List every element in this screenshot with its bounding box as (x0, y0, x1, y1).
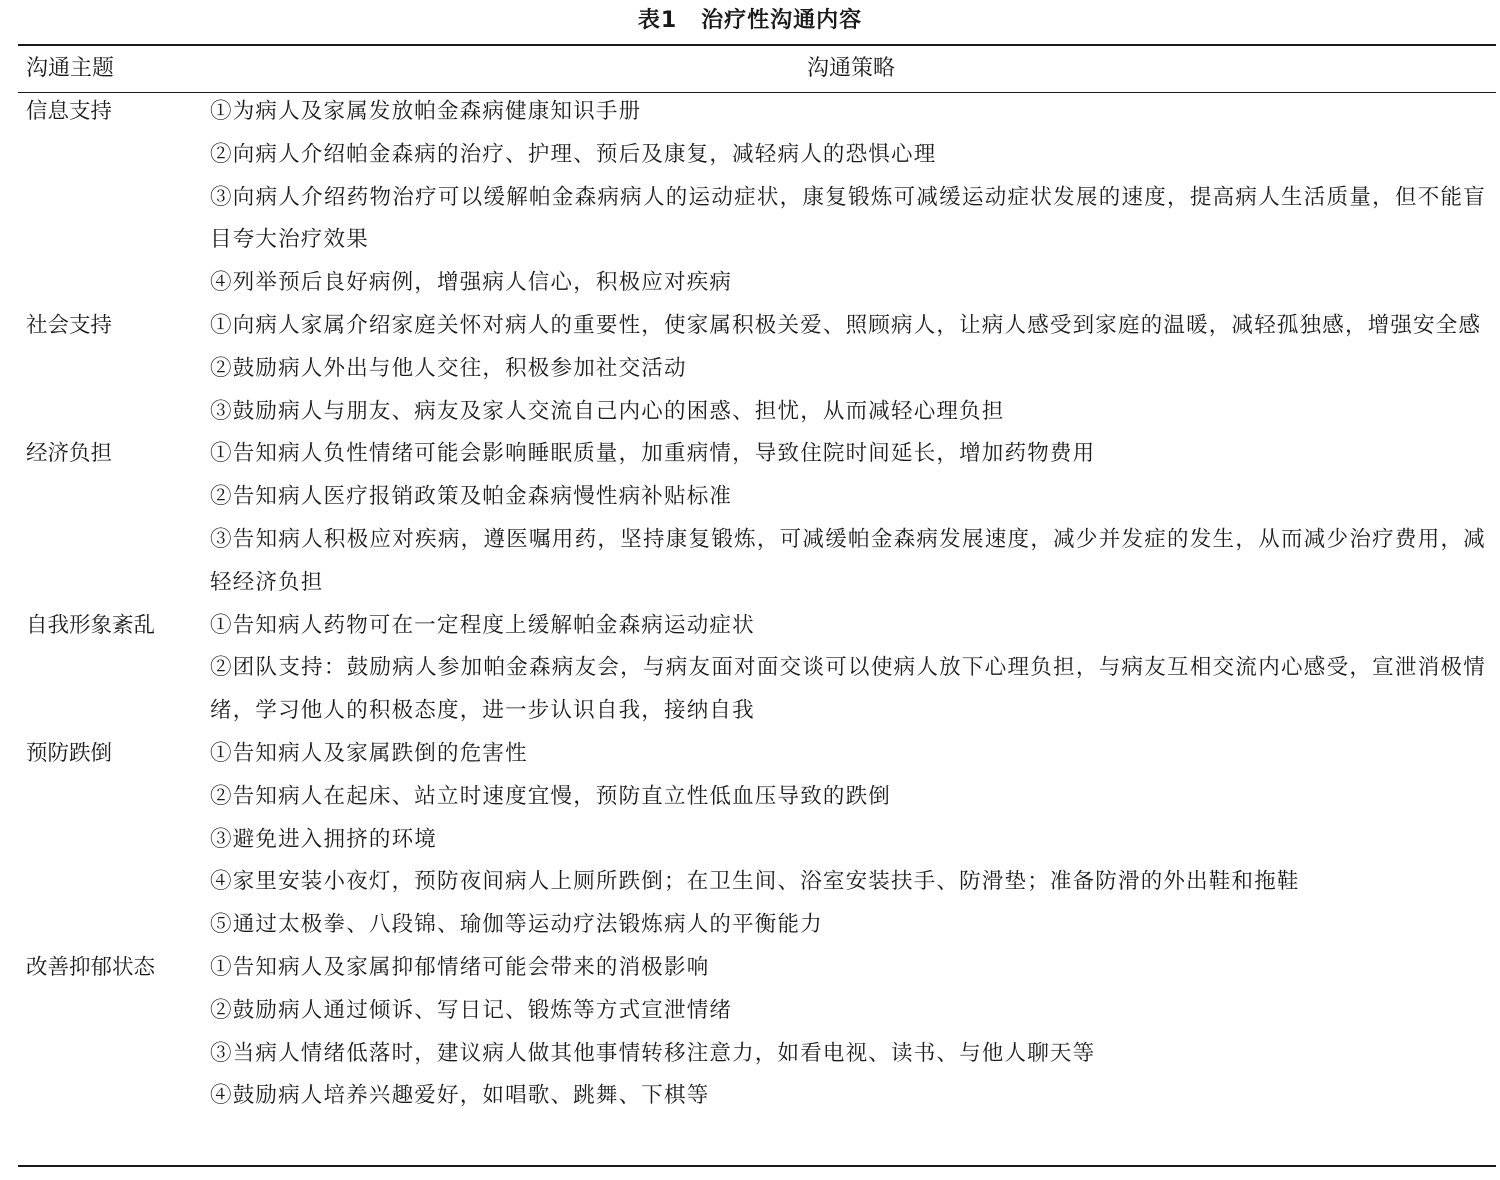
strategy-item: ③告知病人积极应对疾病，遵医嘱用药，坚持康复锻炼，可减缓帕金森病发展速度，减少并发症的发生，从而减少治疗费用，减轻经济负担 (210, 526, 1486, 595)
bottom-rule (18, 1165, 1496, 1167)
strategy-item: ①告知病人负性情绪可能会影响睡眠质量，加重病情，导致住院时间延长，增加药物费用 (210, 441, 1096, 467)
table-row (0, 605, 1500, 733)
top-rule (18, 44, 1496, 46)
strategy-item: ③避免进入拥挤的环境 (210, 826, 438, 852)
strategy-item: ③当病人情绪低落时，建议病人做其他事情转移注意力，如看电视、读书、与他人聊天等 (210, 1040, 1096, 1066)
row-theme: 自我形象紊乱 (26, 612, 156, 638)
strategy-item: ①为病人及家属发放帕金森病健康知识手册 (210, 99, 642, 124)
table-row (0, 733, 1500, 947)
strategy-item: ②告知病人医疗报销政策及帕金森病慢性病补贴标准 (210, 484, 733, 510)
row-strategies (210, 91, 1500, 305)
strategy-item: ④鼓励病人培养兴趣爱好，如唱歌、跳舞、下棋等 (210, 1083, 710, 1109)
table-title: 治疗性沟通内容 (701, 8, 863, 33)
row-theme: 社会支持 (26, 312, 113, 338)
strategy-item: ②向病人介绍帕金森病的治疗、护理、预后及康复，减轻病人的恐惧心理 (210, 141, 937, 167)
strategy-item: ④家里安装小夜灯，预防夜间病人上厕所跌倒；在卫生间、浴室安装扶手、防滑垫；准备防滑的外出鞋和拖鞋 (210, 869, 1300, 895)
row-strategies (210, 305, 1500, 433)
table-row (0, 433, 1500, 604)
table-number: 表1 (637, 8, 678, 33)
strategy-item: ②鼓励病人外出与他人交往，积极参加社交活动 (210, 355, 687, 381)
strategy-item: ③向病人介绍药物治疗可以缓解帕金森病病人的运动症状，康复锻炼可减缓运动症状发展的速度，提高病人生活质量，但不能盲目夸大治疗效果 (210, 184, 1486, 253)
row-strategies (210, 433, 1500, 604)
table-header (0, 48, 1500, 90)
row-strategies (210, 605, 1500, 733)
strategy-item: ②鼓励病人通过倾诉、写日记、锻炼等方式宣泄情绪 (210, 997, 733, 1023)
table-row (0, 305, 1500, 433)
table-row (0, 947, 1500, 1118)
table-row (0, 91, 1500, 305)
table-body (0, 91, 1500, 1118)
row-strategies (210, 733, 1500, 947)
strategy-item: ①告知病人及家属抑郁情绪可能会带来的消极影响 (210, 954, 710, 980)
strategy-item: ①告知病人药物可在一定程度上缓解帕金森病运动症状 (210, 612, 755, 638)
table-caption (0, 6, 1500, 36)
row-theme: 预防跌倒 (26, 740, 113, 766)
row-theme: 经济负担 (26, 441, 113, 467)
strategy-item: ①向病人家属介绍家庭关怀对病人的重要性，使家属积极关爱、照顾病人，让病人感受到家庭的温暖，减轻孤独感，增强安全感 (210, 312, 1482, 338)
strategy-item: ②告知病人在起床、站立时速度宜慢，预防直立性低血压导致的跌倒 (210, 783, 892, 809)
row-theme: 信息支持 (26, 99, 113, 124)
strategy-item: ⑤通过太极拳、八段锦、瑜伽等运动疗法锻炼病人的平衡能力 (210, 912, 823, 938)
strategy-item: ①告知病人及家属跌倒的危害性 (210, 740, 528, 766)
header-strategy: 沟通策略 (806, 56, 895, 81)
header-theme: 沟通主题 (26, 56, 115, 81)
row-strategies (210, 947, 1500, 1118)
strategy-item: ③鼓励病人与朋友、病友及家人交流自己内心的困惑、担忧，从而减轻心理负担 (210, 398, 1005, 424)
strategy-item: ④列举预后良好病例，增强病人信心，积极应对疾病 (210, 270, 733, 296)
strategy-item: ②团队支持：鼓励病人参加帕金森病友会，与病友面对面交谈可以使病人放下心理负担，与病友互相交流内心感受，宣泄消极情绪，学习他人的积极态度，进一步认识自我，接纳自我 (210, 655, 1486, 724)
row-theme: 改善抑郁状态 (26, 954, 156, 980)
